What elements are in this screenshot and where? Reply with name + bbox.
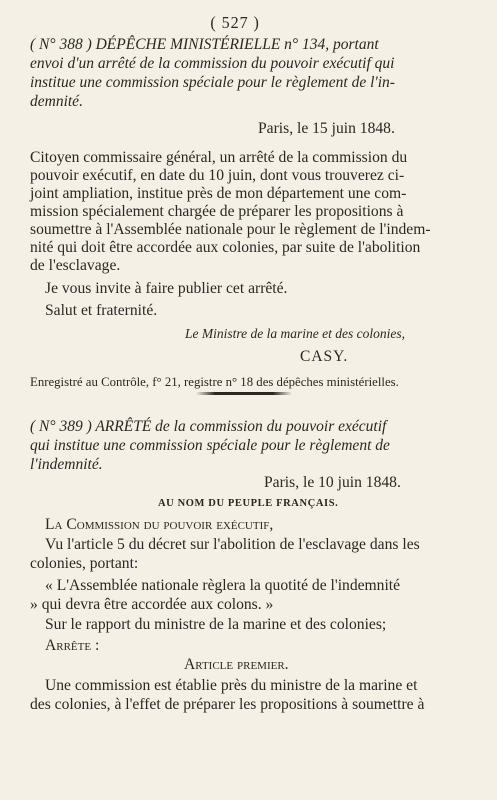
doc388-paragraph-line-5: soumettre à l'Assemblée nationale pour le règlement de l'indem- [30,221,431,238]
doc388-paragraph-line-6: nité qui doit être accordée aux colonies, par suite de l'abolition [30,239,421,256]
doc388-heading-line-1: ( N° 388 ) DÉPÊCHE MINISTÉRIELLE n° 134, portant [30,36,379,53]
doc388-paragraph-line-3: joint ampliation, institue près de mon département une com- [30,185,407,202]
doc389-final-line-2: des colonies, à l'effet de préparer les propositions à soumettre à [30,696,425,713]
doc388-registration: Enregistré au Contrôle, f° 21, registre n° 18 des dépêches ministérielles. [30,375,399,389]
doc388-date: Paris, le 15 juin 1848. [258,120,395,137]
doc389-rapport: Sur le rapport du ministre de la marine et des colonies; [45,616,387,633]
doc389-date: Paris, le 10 juin 1848. [264,474,401,491]
doc388-salut: Salut et fraternité. [45,302,158,319]
doc389-people-heading: AU NOM DU PEUPLE FRANÇAIS. [158,498,339,509]
section-divider [196,392,292,395]
doc388-paragraph-line-1: Citoyen commissaire général, un arrêté de la commission du [30,149,408,166]
doc389-quote-line-2: » qui devra être accordée aux colons. » [30,596,274,613]
doc388-heading-line-4: demnité. [30,93,83,110]
doc389-heading-line-2: qui institue une commission spéciale pour le règlement de [30,437,390,454]
doc389-vu-line-1: Vu l'article 5 du décret sur l'abolition de l'esclavage dans les [45,536,420,553]
doc388-signature-title: Le Ministre de la marine et des colonies, [185,326,405,341]
doc389-commission: La Commission du pouvoir exécutif, [45,516,274,533]
doc389-article-heading: Article premier. [184,656,289,673]
page-number: ( 527 ) [210,13,260,32]
doc389-arrete: Arrête : [45,637,100,654]
doc389-heading-line-3: l'indemnité. [30,456,103,473]
doc388-signature-name: CASY. [300,348,349,365]
doc389-quote-line-1: « L'Assemblée nationale règlera la quotité de l'indemnité [45,577,401,594]
doc388-heading-line-2: envoi d'un arrêté de la commission du pouvoir exécutif qui [30,55,395,72]
doc389-final-line-1: Une commission est établie près du ministre de la marine et [45,677,418,694]
doc388-heading-line-3: institue une commission spéciale pour le règlement de l'in- [30,74,395,91]
doc389-heading-line-1: ( N° 389 ) ARRÊTÉ de la commission du pouvoir exécutif [30,418,387,435]
doc388-paragraph-line-2: pouvoir exécutif, en date du 10 juin, dont vous trouverez ci- [30,167,405,184]
doc389-vu-line-2: colonies, portant: [30,555,139,572]
doc388-paragraph-line-7: de l'esclavage. [30,257,121,274]
doc388-paragraph-line-4: mission spécialement chargée de préparer les propositions à [30,203,404,220]
doc388-invite: Je vous invite à faire publier cet arrêté. [45,280,288,297]
